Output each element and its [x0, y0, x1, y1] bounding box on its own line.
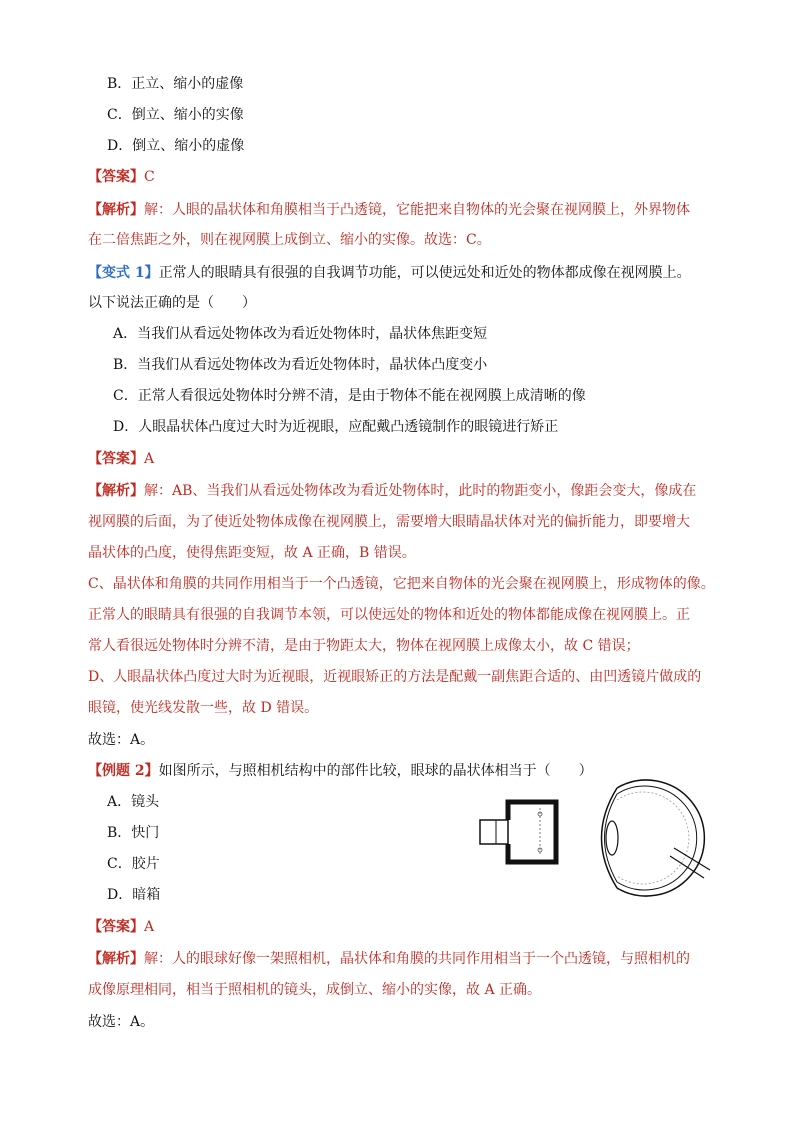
variant1-answer — [88, 449, 154, 469]
q1-option-c: C．倒立、缩小的实像 — [107, 107, 244, 123]
answer-value: A — [144, 451, 155, 467]
analysis-label: 【解析】 — [88, 483, 144, 499]
example2-option-d: D．暗箱 — [107, 887, 161, 903]
example-stem-text: 如图所示，与照相机结构中的部件比较，眼球的晶状体相当于（ ） — [158, 763, 593, 779]
camera-eye-figure — [474, 770, 714, 900]
analysis-label: 【解析】 — [88, 951, 144, 967]
variant1-analysis-line-4: C、晶状体和角膜的共同作用相当于一个凸透镜，它把来自物体的光会聚在视网膜上，形成物体的像。 — [88, 576, 715, 592]
variant1-conclusion: 故选：A。 — [88, 732, 155, 748]
example-label: 【例题 2】 — [88, 763, 159, 779]
analysis-text: 解：人的眼球好像一架照相机，晶状体和角膜的共同作用相当于一个凸透镜，与照相机的 — [144, 951, 690, 967]
analysis-text: 解：人眼的晶状体和角膜相当于凸透镜，它能把来自物体的光会聚在视网膜上，外界物体 — [144, 202, 690, 218]
variant1-analysis-line-1 — [88, 481, 696, 501]
variant1-analysis-line-3: 晶状体的凸度，使得焦距变短，故 A 正确，B 错误。 — [88, 545, 416, 561]
q1-analysis-line-1 — [88, 200, 690, 220]
variant1-analysis-line-5: 正常人的眼睛具有很强的自我调节本领，可以使远处的物体和近处的物体都能成像在视网膜上。正 — [88, 607, 690, 623]
variant1-option-c: C．正常人看很远处物体时分辨不清，是由于物体不能在视网膜上成清晰的像 — [113, 388, 586, 404]
variant1-stem-line-2: 以下说法正确的是（ ） — [88, 295, 256, 311]
variant-stem: 正常人的眼睛具有很强的自我调节功能，可以使远处和近处的物体都成像在视网膜上。 — [158, 265, 691, 281]
answer-label: 【答案】 — [88, 169, 144, 185]
example2-option-c: C．胶片 — [107, 856, 160, 872]
analysis-text: 解：AB、当我们从看远处物体改为看近处物体时，此时的物距变小，像距会变大，像成在 — [144, 483, 697, 499]
camera-diagram-icon — [480, 802, 556, 862]
example2-analysis-line-1 — [88, 949, 690, 969]
example2-option-a: A．镜头 — [107, 794, 160, 810]
eyeball-diagram-icon — [602, 780, 711, 896]
example2-conclusion: 故选：A。 — [88, 1014, 155, 1030]
answer-label: 【答案】 — [88, 919, 144, 935]
example2-option-b: B．快门 — [107, 825, 160, 841]
variant1-analysis-line-2: 视网膜的后面，为了使近处物体成像在视网膜上，需要增大眼睛晶状体对光的偏折能力，即要增大 — [88, 514, 690, 530]
variant1-analysis-line-7: D、人眼晶状体凸度过大时为近视眼，近视眼矫正的方法是配戴一副焦距合适的、由凹透镜片做成的 — [88, 669, 702, 685]
answer-value: A — [144, 919, 155, 935]
analysis-label: 【解析】 — [88, 202, 144, 218]
q1-analysis-line-2: 在二倍焦距之外，则在视网膜上成倒立、缩小的实像。故选：C。 — [88, 232, 491, 248]
example2-analysis-line-2: 成像原理相同，相当于照相机的镜头，成倒立、缩小的实像，故 A 正确。 — [88, 982, 542, 998]
example2-answer — [88, 917, 154, 937]
q1-option-d: D．倒立、缩小的虚像 — [107, 138, 245, 154]
variant1-option-b: B．当我们从看远处物体改为看近处物体时，晶状体凸度变小 — [113, 357, 488, 373]
q1-answer — [88, 167, 155, 187]
answer-label: 【答案】 — [88, 451, 144, 467]
variant1-analysis-line-8: 眼镜，使光线发散一些，故 D 错误。 — [88, 700, 319, 716]
q1-option-b: B．正立、缩小的虚像 — [107, 76, 244, 92]
answer-value: C — [144, 169, 155, 185]
variant1-stem-line-1 — [88, 263, 691, 283]
variant1-analysis-line-6: 常人看很远处物体时分辨不清，是由于物距太大，物体在视网膜上成像太小，故 C 错误； — [88, 638, 640, 654]
variant1-option-a: A．当我们从看远处物体改为看近处物体时，晶状体焦距变短 — [113, 326, 488, 342]
variant1-option-d: D．人眼晶状体凸度过大时为近视眼，应配戴凸透镜制作的眼镜进行矫正 — [113, 419, 559, 435]
variant-label: 【变式 1】 — [88, 265, 159, 281]
